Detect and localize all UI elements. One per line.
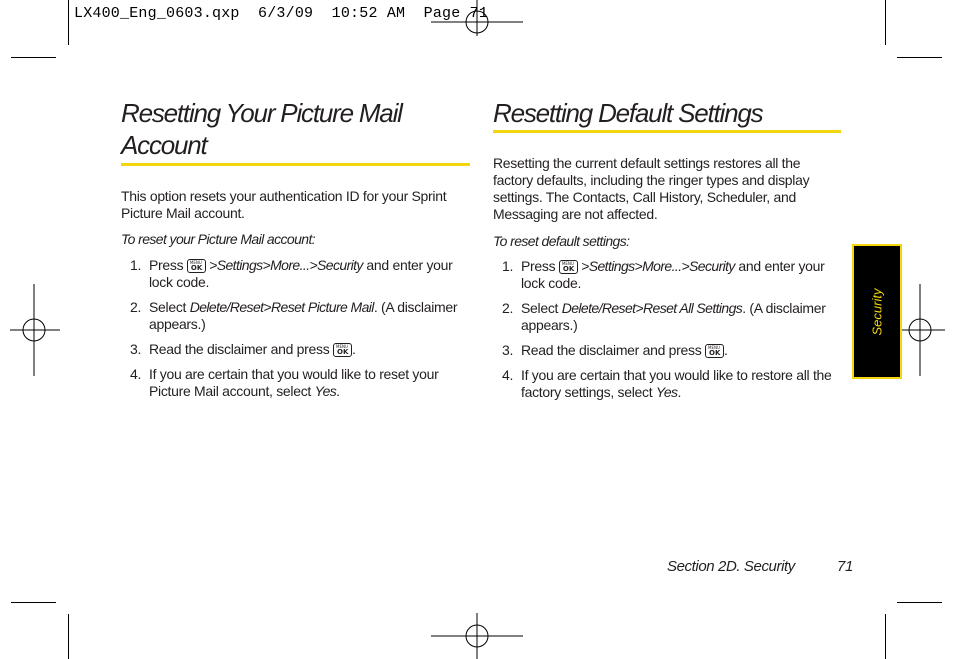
list-item: 4. If you are certain that you would like to restore all the factory settings, select Yes.: [502, 367, 832, 400]
registration-mark-top: [431, 0, 523, 40]
section-side-tab: [852, 244, 902, 379]
right-heading: Resetting Default Settings: [493, 98, 763, 128]
crop-mark: [11, 602, 56, 603]
right-heading-rule: [493, 130, 841, 133]
menu-ok-key-icon: MENU OK: [187, 259, 206, 273]
menu-ok-key-icon: MENU OK: [333, 343, 352, 357]
footer-section: Section 2D. Security: [667, 558, 795, 575]
left-steps: [121, 257, 473, 408]
menu-ok-key-icon: MENU OK: [559, 260, 578, 274]
list-item: 4. If you are certain that you would like to reset your Picture Mail account, select Yes.: [130, 366, 439, 399]
left-heading-line1: Resetting Your Picture Mail: [121, 98, 402, 128]
crop-mark: [68, 614, 69, 659]
crop-mark: [11, 57, 56, 58]
left-heading-rule: [121, 163, 470, 166]
crop-mark: [68, 0, 69, 45]
list-item: 2. Select Delete/Reset>Reset All Settings. (A disclaimer appears.): [502, 300, 826, 333]
list-item: 1. Press MENU OK >Settings>More...>Security and enter your lock code.: [502, 258, 825, 291]
left-subhead: To reset your Picture Mail account:: [121, 231, 316, 247]
crop-mark: [897, 57, 942, 58]
list-item: 2. Select Delete/Reset>Reset Picture Mail. (A disclaimer appears.): [130, 299, 458, 332]
right-subhead: To reset default settings:: [493, 233, 630, 249]
crop-mark: [885, 0, 886, 45]
registration-mark-right: [895, 284, 945, 376]
list-item: 3. Read the disclaimer and press MENU OK .: [502, 342, 728, 358]
right-steps: [493, 258, 843, 409]
printer-slug: LX400_Eng_0603.qxp 6/3/09 10:52 AM Page 71: [74, 5, 489, 22]
crop-mark: [897, 602, 942, 603]
list-item: 3. Read the disclaimer and press MENU OK .: [130, 341, 356, 357]
registration-mark-left: [10, 284, 60, 376]
page-number: 71: [837, 558, 853, 575]
right-intro: Resetting the current default settings restores all the factory defaults, including the ringer types and display settings. The Contacts, Call History, Scheduler, and Messaging are not affected.: [493, 155, 810, 222]
left-heading-line2: Account: [121, 130, 207, 160]
left-intro: This option resets your authentication ID for your Sprint Picture Mail account.: [121, 188, 447, 221]
left-heading: [121, 97, 471, 161]
registration-mark-bottom: [431, 613, 523, 659]
list-item: 1. Press MENU OK >Settings>More...>Security and enter your lock code.: [130, 257, 453, 290]
side-tab-label: Security: [869, 288, 885, 335]
crop-mark: [885, 614, 886, 659]
menu-ok-key-icon: MENU OK: [705, 344, 724, 358]
